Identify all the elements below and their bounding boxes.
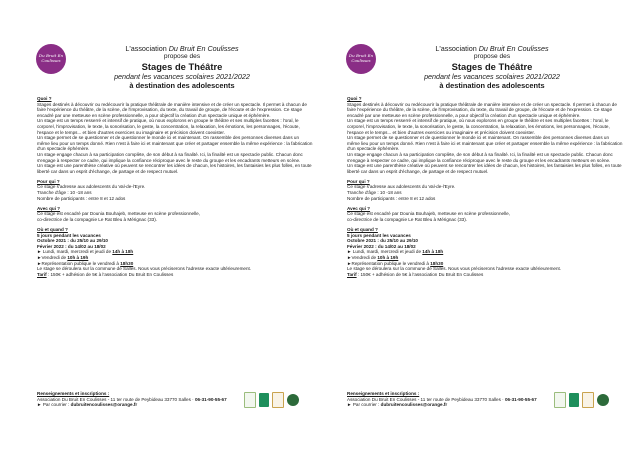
- section-avec-qui: [347, 206, 623, 223]
- text-line: Ce stage est encadré par Dounia Bouhajeb, metteuse en scène professionnelle,: [37, 211, 200, 217]
- text-line: ►Représentation publique le vendredi à 18h30: [347, 260, 444, 266]
- section-title: Avec qui ?: [347, 205, 371, 211]
- header-audience: à destination des adolescents: [129, 81, 235, 90]
- tarif-line: Tarif : 150€ + adhésion de 5€ à l'association Du Bruit En Coulisses: [347, 271, 484, 277]
- flyer-right: [332, 0, 628, 454]
- email-link[interactable]: dubruitencoulisses@orange.fr: [70, 402, 138, 408]
- flyer-title: Stages de Théâtre: [451, 61, 533, 72]
- section-pour-qui: [37, 179, 313, 201]
- section-ou-quand: [37, 227, 313, 277]
- flyer-title: Stages de Théâtre: [141, 61, 223, 72]
- section-ou-quand: [347, 227, 623, 277]
- text-line: co-directrice de la compagnie Le Rat Bleu à Mérignac (33).: [347, 216, 468, 222]
- text-line: Octobre 2021 : du 25/10 au 29/10: [37, 238, 108, 244]
- salles-logo-icon: [569, 393, 579, 407]
- partner-logo-icon: [244, 392, 256, 408]
- text-line: Octobre 2021 : du 25/10 au 29/10: [347, 238, 418, 244]
- partner-logo-icon: [287, 394, 299, 406]
- text-line: Nombre de participants : entre 8 et 12 ados: [347, 195, 436, 201]
- flyer-body: [37, 96, 313, 282]
- association-logo-icon: Du Bruit En Coulisses: [36, 44, 66, 74]
- section-quoi: [347, 96, 623, 174]
- email-line: ► Par courrier : dubruitencoulisses@orange.fr: [347, 402, 448, 408]
- text-line: 5 jours pendant les vacances: [37, 232, 101, 238]
- section-title: Où et quand ?: [347, 226, 378, 232]
- text-line: Tranche d'âge : 10 -18 ans: [347, 190, 402, 195]
- text-line: ►Vendredi de 10h à 19h: [347, 254, 399, 260]
- text-line: Tranche d'âge : 10 -18 ans: [37, 190, 92, 195]
- partner-logo-icon: [554, 392, 566, 408]
- sponsor-logos: [554, 392, 609, 408]
- section-title: Pour qui ?: [37, 178, 60, 184]
- text-line: ►Vendredi de 10h à 19h: [37, 254, 89, 260]
- paragraph: Un stage est une parenthèse créative où peuvent se rencontrer les idées de chacun, les histoires, les fantaisies les plus folles, en toute liberté car dans un esprit d'échange, de partage et de respect mutuel.: [37, 163, 312, 174]
- paragraph: Stages destinés à découvrir ou redécouvrir la pratique théâtrale de manière intensive et de créer un spectacle. Il permet à chacun de faire l'expérience du théâtre, de la scène, de l'improvisation, du texte, du travail de groupe, de l'écoute et de l'expression. Ce stage encadré par une metteuse en scène professionnelle, a pour objectif la création d'un spectacle unique et éphémère.: [37, 101, 307, 118]
- section-pour-qui: [347, 179, 623, 201]
- section-title: Pour qui ?: [347, 178, 370, 184]
- text-line: Février 2022 : du 14/02 au 18/02: [37, 243, 106, 249]
- email-line: ► Par courrier : dubruitencoulisses@orange.fr: [37, 402, 138, 408]
- partner-logo-icon: [582, 392, 594, 408]
- section-quoi: [37, 96, 313, 174]
- text-line: Ce stage est encadré par Dounia Bouhajeb, metteuse en scène professionnelle,: [347, 211, 510, 217]
- section-avec-qui: [37, 206, 313, 223]
- contact-line: Association Du Bruit En Coulisses - 11 ter route de Peybideau 33770 Salles · 06-31-90-55-67: [347, 396, 537, 402]
- section-title: Où et quand ?: [37, 226, 68, 232]
- header-audience: à destination des adolescents: [439, 81, 545, 90]
- section-title: Avec qui ?: [37, 205, 61, 211]
- text-line: Le stage se déroulera sur la commune de Salles. Nous vous préciserons l'adresse exacte ultérieurement.: [347, 266, 562, 272]
- flyer-left: [22, 0, 318, 454]
- paragraph: Un stage permet de se questionner et de questionner le monde ici et maintenant. On rassemble des personnes diverses dans un même lieu pour un temps donné. Rien n'est à faire ici et maintenant que créer et partager ensemble la même expérience : la fabrication d'un spectacle éphémère.: [37, 135, 313, 152]
- text-line: 5 jours pendant les vacances: [347, 232, 411, 238]
- flyer-body: [347, 96, 623, 282]
- sponsor-logos: [244, 392, 299, 408]
- paragraph: Un stage engage chacun à sa participation complète, de son début à sa finalité. Ici, la finalité est un spectacle public. Chacun donc s'engage à respecter ce cadre, qui implique la confiance réciproque avec le reste du groupe et les encadrants metteurs en scène.: [37, 151, 303, 163]
- text-line: co-directrice de la compagnie Le Rat Bleu à Mérignac (33).: [37, 216, 158, 222]
- paragraph: Stages destinés à découvrir ou redécouvrir la pratique théâtrale de manière intensive et de créer un spectacle. Il permet à chacun de faire l'expérience du théâtre, de la scène, de l'improvisation, du texte, du travail de groupe, de l'écoute et de l'expression. Ce stage encadré par une metteuse en scène professionnelle, a pour objectif la création d'un spectacle unique et éphémère.: [347, 101, 617, 118]
- text-line: Ce stage s'adresse aux adolescents du Val-de-l'Eyre.: [347, 184, 456, 190]
- email-link[interactable]: dubruitencoulisses@orange.fr: [380, 402, 448, 408]
- section-title: Renseignements et inscriptions :: [347, 391, 420, 396]
- paragraph: Un stage est un temps resserré et intensif de pratique, où nous explorons en groupe le théâtre et ses multiples facettes : l'oral, le corporel, l'improvisation, le texte, la sonorisation, le geste, la concentration, la relaxation, les émotions, les personnages, l'écoute, l'espace et le temps... et bien d'autres exercices ou imaginaire et précision doivent coexister.: [347, 118, 610, 135]
- section-title: Renseignements et inscriptions :: [37, 391, 110, 396]
- header-association: L'association Du Bruit En Coulisses: [435, 44, 549, 53]
- text-line: Nombre de participants : entre 8 et 12 ados: [37, 195, 126, 201]
- text-line: Février 2022 : du 14/02 au 18/02: [347, 243, 416, 249]
- section-title: Quoi ?: [347, 96, 362, 101]
- paragraph: Un stage est une parenthèse créative où peuvent se rencontrer les idées de chacun, les histoires, les fantaisies les plus folles, en toute liberté car dans un esprit d'échange, de partage et de respect mutuel.: [347, 163, 622, 174]
- header-period: pendant les vacances scolaires 2021/2022: [424, 72, 560, 81]
- association-logo-icon: Du Bruit En Coulisses: [346, 44, 376, 74]
- tarif-line: Tarif : 150€ + adhésion de 5€ à l'association Du Bruit En Coulisses: [37, 271, 174, 277]
- header-propose: propose des: [473, 53, 511, 60]
- header-propose: propose des: [163, 53, 201, 60]
- text-line: Ce stage s'adresse aux adolescents du Val-de-l'Eyre.: [37, 184, 146, 190]
- text-line: ► Lundi, mardi, mercredi et jeudi de 14h à 18h: [37, 249, 134, 255]
- header-association: L'association Du Bruit En Coulisses: [125, 44, 239, 53]
- flyer-header: [392, 44, 592, 90]
- contact-line: Association Du Bruit En Coulisses - 11 ter route de Peybideau 33770 Salles · 06-31-90-55-67: [37, 396, 227, 402]
- paragraph: Un stage engage chacun à sa participation complète, de son début à sa finalité. Ici, la finalité est un spectacle public. Chacun donc s'engage à respecter ce cadre, qui implique la confiance réciproque avec le reste du groupe et les encadrants metteurs en scène.: [347, 151, 613, 163]
- text-line: Le stage se déroulera sur la commune de Salles. Nous vous préciserons l'adresse exacte ultérieurement.: [37, 266, 252, 272]
- salles-logo-icon: [259, 393, 269, 407]
- paragraph: Un stage est un temps resserré et intensif de pratique, où nous explorons en groupe le théâtre et ses multiples facettes : l'oral, le corporel, l'improvisation, le texte, la sonorisation, le geste, la concentration, la relaxation, les émotions, les personnages, l'écoute, l'espace et le temps... et bien d'autres exercices ou imaginaire et précision doivent coexister.: [37, 118, 300, 135]
- paragraph: Un stage permet de se questionner et de questionner le monde ici et maintenant. On rassemble des personnes diverses dans un même lieu pour un temps donné. Rien n'est à faire ici et maintenant que créer et partager ensemble la même expérience : la fabrication d'un spectacle éphémère.: [347, 135, 623, 152]
- section-title: Quoi ?: [37, 96, 52, 101]
- partner-logo-icon: [597, 394, 609, 406]
- text-line: ►Représentation publique le vendredi à 18h30: [37, 260, 134, 266]
- header-period: pendant les vacances scolaires 2021/2022: [114, 72, 250, 81]
- flyer-header: [82, 44, 282, 90]
- flyer-footer: [37, 391, 247, 408]
- partner-logo-icon: [272, 392, 284, 408]
- flyer-footer: [347, 391, 557, 408]
- text-line: ► Lundi, mardi, mercredi et jeudi de 14h à 18h: [347, 249, 444, 255]
